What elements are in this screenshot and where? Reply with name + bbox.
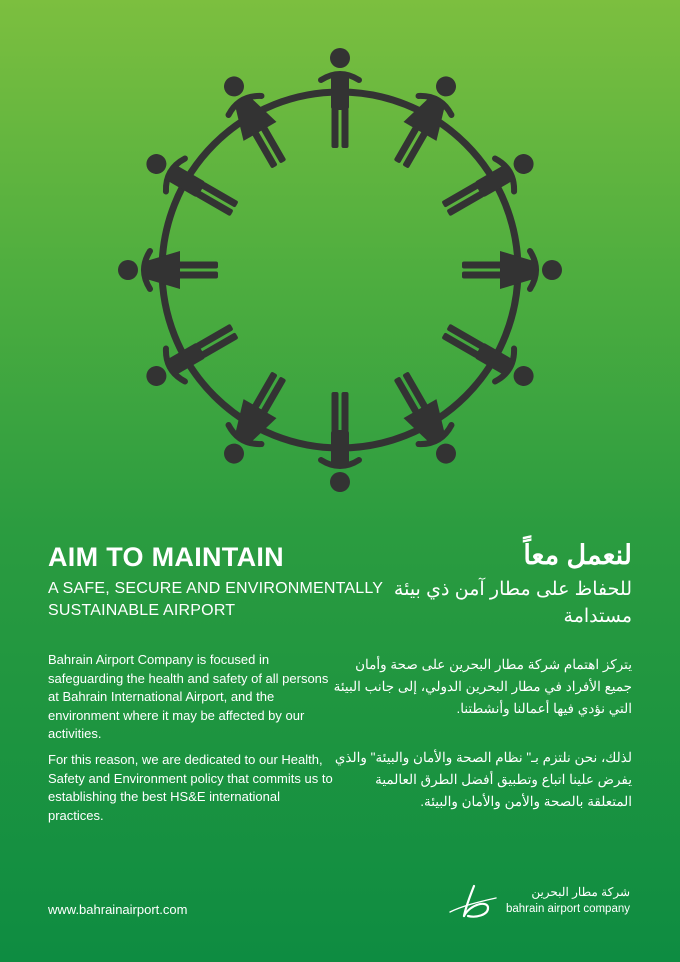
person-figure [321,392,359,492]
english-title: AIM TO MAINTAIN [48,542,284,572]
person-figure [213,366,296,472]
person-figure [436,143,542,226]
person-figure [436,315,542,398]
person-figure [462,251,562,289]
person-figure [385,366,468,472]
english-paragraph-1: Bahrain Airport Company is focused in safeguarding the health and safety of all persons at Bahrain International Airport, and the environment where it may be affected by our activities. [48,652,329,741]
person-figure [385,68,468,174]
bahrain-airport-logo-icon [448,882,498,924]
person-figure [138,143,244,226]
company-logo [448,880,638,930]
website-link[interactable]: www.bahrainairport.com [48,902,188,917]
arabic-title: لنعمل معاً [523,540,632,570]
english-paragraph-2: For this reason, we are dedicated to our Health, Safety and Environment policy that commits us to establishing the best HS&E international practices. [48,752,333,823]
person-figure [213,68,296,174]
english-subtitle: A SAFE, SECURE AND ENVIRONMENTALLY SUSTAINABLE AIRPORT [48,580,383,619]
person-figure [138,315,244,398]
people-ring-icon [110,40,570,500]
arabic-paragraph-1: يتركز اهتمام شركة مطار البحرين على صحة وأمان جميع الأفراد في مطار البحرين الدولي، إلى جانب البيئة التي نؤدي فيها أعمالنا وأنشطتنا. [333,657,632,716]
person-figure [118,251,218,289]
logo-arabic-name: شركة مطار البحرين [531,885,630,899]
arabic-paragraph-2: لذلك، نحن نلتزم بـ" نظام الصحة والأمان والبيئة" والذي يفرض علينا اتباع وتطبيق أفضل الطرق العالمية المتعلقة بالصحة والأمن والأمان والبيئة. [334,750,632,809]
logo-english-name: bahrain airport company [505,903,630,915]
person-figure [321,48,359,148]
arabic-subtitle: للحفاظ على مطار آمن ذي بيئة مستدامة [393,579,632,627]
